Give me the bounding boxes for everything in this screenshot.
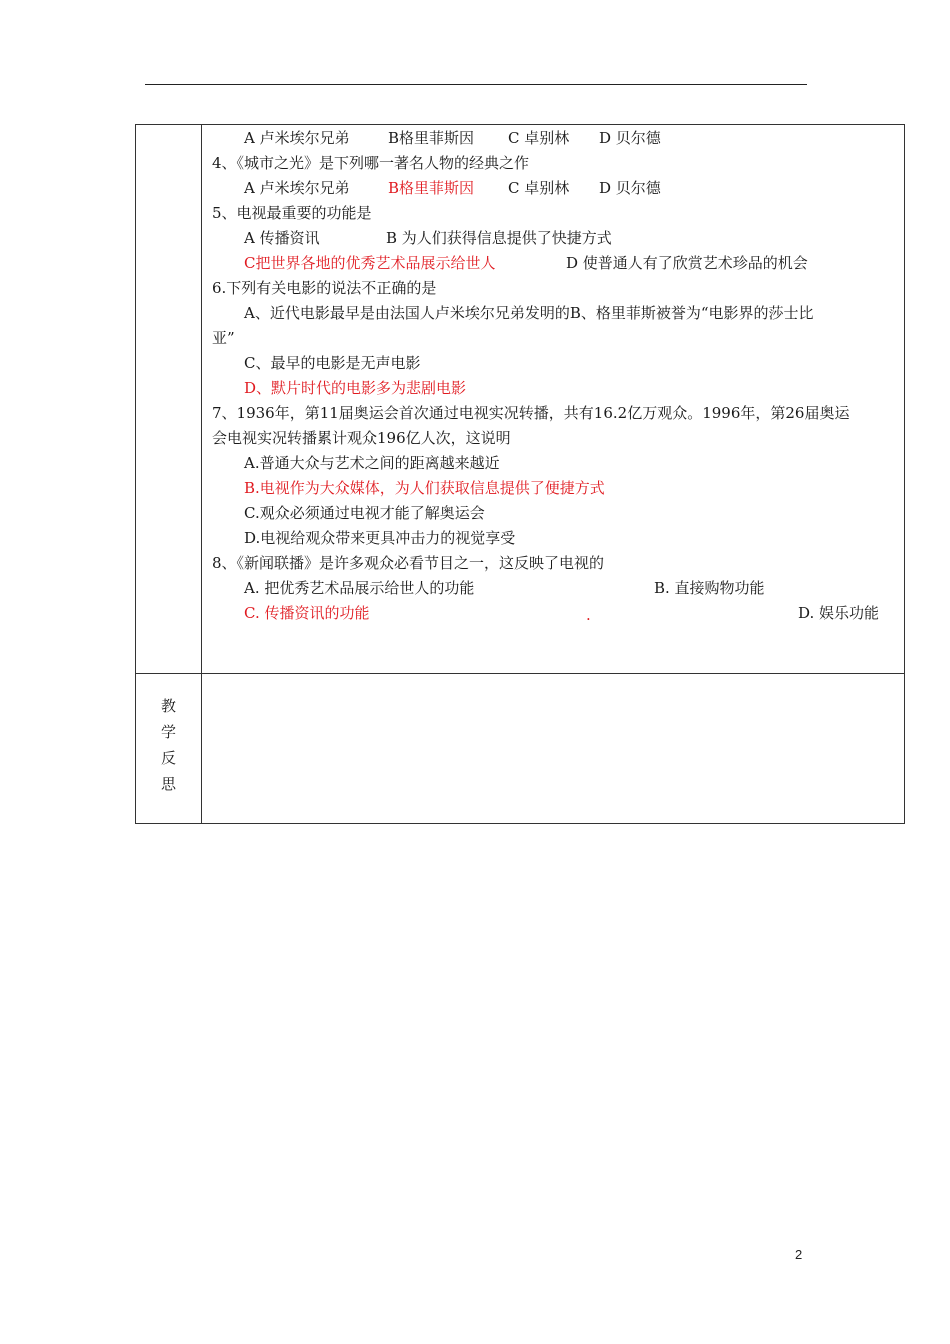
q4-option-d: D 贝尔德 bbox=[599, 179, 661, 197]
header-rule bbox=[145, 84, 807, 85]
q7-option-b-answer: B.电视作为大众媒体，为人们获取信息提供了便捷方式 bbox=[244, 479, 605, 497]
q7-option-a: A.普通大众与艺术之间的距离越来越近 bbox=[244, 454, 500, 472]
q8-option-b: B. 直接购物功能 bbox=[654, 579, 765, 597]
reflection-char: 反 bbox=[160, 749, 176, 767]
stray-dot-mark: . bbox=[586, 606, 591, 624]
q3-option-a: A 卢米埃尔兄弟 bbox=[244, 129, 350, 147]
q4-option-b-answer: B格里菲斯因 bbox=[388, 179, 475, 197]
q5-option-d: D 使普通人有了欣赏艺术珍品的机会 bbox=[566, 254, 808, 272]
q8-option-a: A. 把优秀艺术品展示给世人的功能 bbox=[244, 579, 475, 597]
q7-stem-line1: 7、1936年，第11届奥运会首次通过电视实况转播，共有16.2亿万观众。1996年，第26届奥运 bbox=[212, 404, 850, 422]
q4-option-a: A 卢米埃尔兄弟 bbox=[244, 179, 350, 197]
page-number: 2 bbox=[795, 1247, 803, 1262]
q6-stem: 6.下列有关电影的说法不正确的是 bbox=[212, 279, 437, 297]
reflection-char: 学 bbox=[160, 723, 176, 741]
q7-option-d: D.电视给观众带来更具冲击力的视觉享受 bbox=[244, 529, 516, 547]
teaching-reflection-label bbox=[136, 693, 201, 797]
q6-option-d-answer: D、默片时代的电影多为悲剧电影 bbox=[244, 379, 467, 397]
q5-option-b: B 为人们获得信息提供了快捷方式 bbox=[386, 229, 612, 247]
q4-option-c: C 卓别林 bbox=[508, 179, 570, 197]
q8-stem: 8、《新闻联播》是许多观众必看节目之一，这反映了电视的 bbox=[212, 554, 605, 572]
q6-option-c: C、最早的电影是无声电影 bbox=[244, 354, 421, 372]
q3-option-b: B格里菲斯因 bbox=[388, 129, 475, 147]
q6-option-a-line1: A、近代电影最早是由法国人卢米埃尔兄弟发明的B、格里菲斯被誉为“电影界的莎士比 bbox=[244, 304, 814, 322]
q5-option-a: A 传播资讯 bbox=[244, 229, 320, 247]
q5-option-c-answer: C把世界各地的优秀艺术品展示给世人 bbox=[244, 254, 496, 272]
q4-stem: 4、《城市之光》是下列哪一著名人物的经典之作 bbox=[212, 154, 530, 172]
reflection-char: 思 bbox=[160, 775, 176, 793]
q5-stem: 5、电视最重要的功能是 bbox=[212, 204, 372, 222]
q7-stem-line2: 会电视实况转播累计观众196亿人次，这说明 bbox=[212, 429, 511, 447]
q8-option-d: D. 娱乐功能 bbox=[798, 604, 880, 622]
q6-option-a-line2: 亚” bbox=[212, 329, 235, 347]
reflection-char: 教 bbox=[160, 697, 176, 715]
lesson-table bbox=[135, 124, 905, 824]
questions-cell bbox=[136, 125, 904, 823]
q3-option-c: C 卓别林 bbox=[508, 129, 570, 147]
q7-option-c: C.观众必须通过电视才能了解奥运会 bbox=[244, 504, 485, 522]
q8-option-c-answer: C. 传播资讯的功能 bbox=[244, 604, 370, 622]
q3-option-d: D 贝尔德 bbox=[599, 129, 661, 147]
